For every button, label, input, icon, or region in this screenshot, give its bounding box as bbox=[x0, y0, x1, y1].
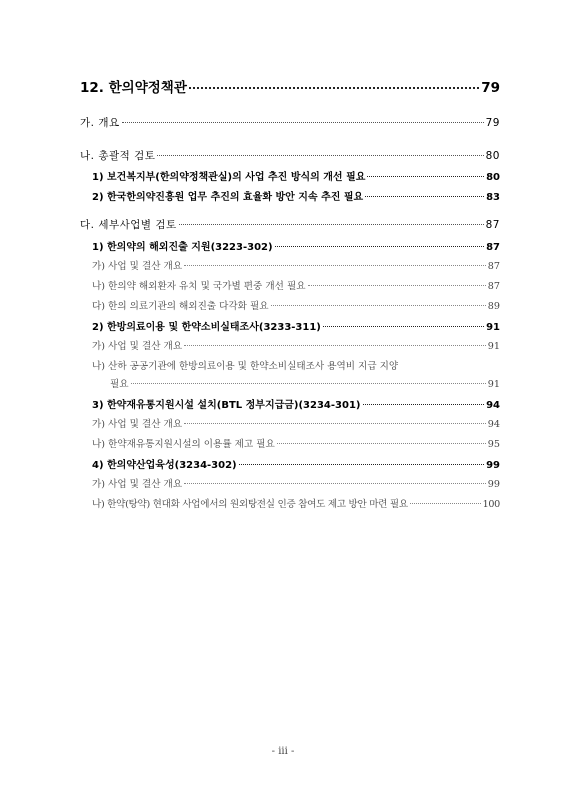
toc-label: 3) 한약재유통지원시설 설치(BTL 정부지급금)(3234-301) bbox=[92, 400, 361, 411]
toc-section-da[interactable] bbox=[80, 217, 500, 232]
toc-item-d4-ga[interactable] bbox=[92, 476, 500, 490]
toc-page: 87 bbox=[487, 281, 500, 292]
leader-dots bbox=[308, 285, 486, 286]
page-footer-number: - iii - bbox=[271, 746, 295, 757]
toc-item-d3-na[interactable] bbox=[92, 436, 500, 450]
toc-label: 다) 한의 의료기관의 해외진출 다각화 필요 bbox=[92, 301, 269, 312]
toc-section-na[interactable] bbox=[80, 148, 500, 163]
leader-dots bbox=[184, 345, 486, 346]
toc-label: 나. 총괄적 검토 bbox=[80, 150, 156, 162]
leader-dots bbox=[275, 246, 485, 247]
toc-item-d1[interactable] bbox=[92, 238, 500, 253]
toc-page: 87 bbox=[487, 261, 500, 272]
toc-page: 91 bbox=[486, 322, 500, 333]
leader-dots bbox=[323, 326, 484, 327]
toc-label: 나) 한의약 해외환자 유치 및 국가별 편중 개선 필요 bbox=[92, 281, 306, 292]
toc-item-d2-na-line2[interactable] bbox=[110, 376, 500, 390]
toc-page: 89 bbox=[487, 301, 500, 312]
toc-item-d2[interactable] bbox=[92, 318, 500, 333]
leader-dots bbox=[184, 423, 486, 424]
toc-label: 가) 사업 및 결산 개요 bbox=[92, 341, 183, 352]
leader-dots bbox=[157, 155, 483, 156]
toc-label: 다. 세부사업별 검토 bbox=[80, 219, 177, 231]
toc-page: 94 bbox=[486, 400, 500, 411]
toc-page: 99 bbox=[486, 460, 500, 471]
toc-page: 80 bbox=[485, 150, 500, 162]
leader-dots bbox=[184, 265, 486, 266]
toc-page: 100 bbox=[482, 499, 500, 510]
toc-item-d2-na-line1[interactable]: 나) 산하 공공기관에 한방의료이용 및 한약소비실태조사 용역비 지급 지양 bbox=[92, 361, 399, 372]
leader-dots bbox=[277, 443, 486, 444]
toc-label: 필요 bbox=[110, 379, 129, 390]
toc-section-ga[interactable] bbox=[80, 115, 500, 130]
toc-label: 2) 한국한의약진흥원 업무 추진의 효율화 방안 지속 추진 필요 bbox=[92, 192, 364, 203]
leader-dots bbox=[410, 503, 481, 504]
toc-label: 나) 한약재유통지원시설의 이용률 제고 필요 bbox=[92, 439, 275, 450]
toc-item-na-2[interactable] bbox=[92, 188, 500, 203]
toc-page: 91 bbox=[487, 341, 500, 352]
toc-chapter-12[interactable] bbox=[80, 76, 500, 96]
toc-item-d4-na[interactable] bbox=[92, 496, 500, 510]
toc-item-d1-da[interactable] bbox=[92, 298, 500, 312]
toc-label: 가) 사업 및 결산 개요 bbox=[92, 419, 183, 430]
toc-item-d2-ga[interactable] bbox=[92, 338, 500, 352]
toc-page: 87 bbox=[485, 219, 500, 231]
toc-label: 나) 한약(탕약) 현대화 사업에서의 원외탕전실 인증 참여도 제고 방안 마련 필요 bbox=[92, 499, 408, 510]
leader-dots bbox=[179, 224, 484, 225]
toc-page: 80 bbox=[486, 172, 500, 183]
toc-page: 83 bbox=[486, 192, 500, 203]
toc-item-d3-ga[interactable] bbox=[92, 416, 500, 430]
toc-label: 가. 개요 bbox=[80, 117, 120, 129]
toc-page: 91 bbox=[487, 379, 500, 390]
toc-item-d4[interactable] bbox=[92, 456, 500, 471]
toc-label: 가) 사업 및 결산 개요 bbox=[92, 479, 183, 490]
leader-dots bbox=[122, 122, 484, 123]
toc-label: 가) 사업 및 결산 개요 bbox=[92, 261, 183, 272]
leader-dots bbox=[239, 464, 484, 465]
toc-page: 95 bbox=[487, 439, 500, 450]
toc-label: 4) 한의약산업육성(3234-302) bbox=[92, 460, 237, 471]
toc-item-d1-na[interactable] bbox=[92, 278, 500, 292]
toc-item-d3[interactable] bbox=[92, 396, 500, 411]
toc-item-d1-ga[interactable] bbox=[92, 258, 500, 272]
leader-dots bbox=[189, 87, 479, 89]
leader-dots bbox=[367, 176, 484, 177]
toc-label: 1) 한의약의 해외진출 지원(3223-302) bbox=[92, 242, 273, 253]
toc-page: 79 bbox=[485, 117, 500, 129]
toc-page: 94 bbox=[487, 419, 500, 430]
leader-dots bbox=[184, 483, 486, 484]
leader-dots bbox=[131, 383, 486, 384]
toc-label: 2) 한방의료이용 및 한약소비실태조사(3233-311) bbox=[92, 322, 321, 333]
toc-page: 99 bbox=[487, 479, 500, 490]
toc-item-na-1[interactable] bbox=[92, 168, 500, 183]
leader-dots bbox=[363, 404, 485, 405]
leader-dots bbox=[271, 305, 486, 306]
toc-page: 87 bbox=[486, 242, 500, 253]
toc-page: 79 bbox=[481, 80, 500, 96]
toc-label: 12. 한의약정책관 bbox=[80, 80, 187, 96]
toc-label: 1) 보건복지부(한의약정책관실)의 사업 추진 방식의 개선 필요 bbox=[92, 172, 366, 183]
leader-dots bbox=[365, 196, 484, 197]
